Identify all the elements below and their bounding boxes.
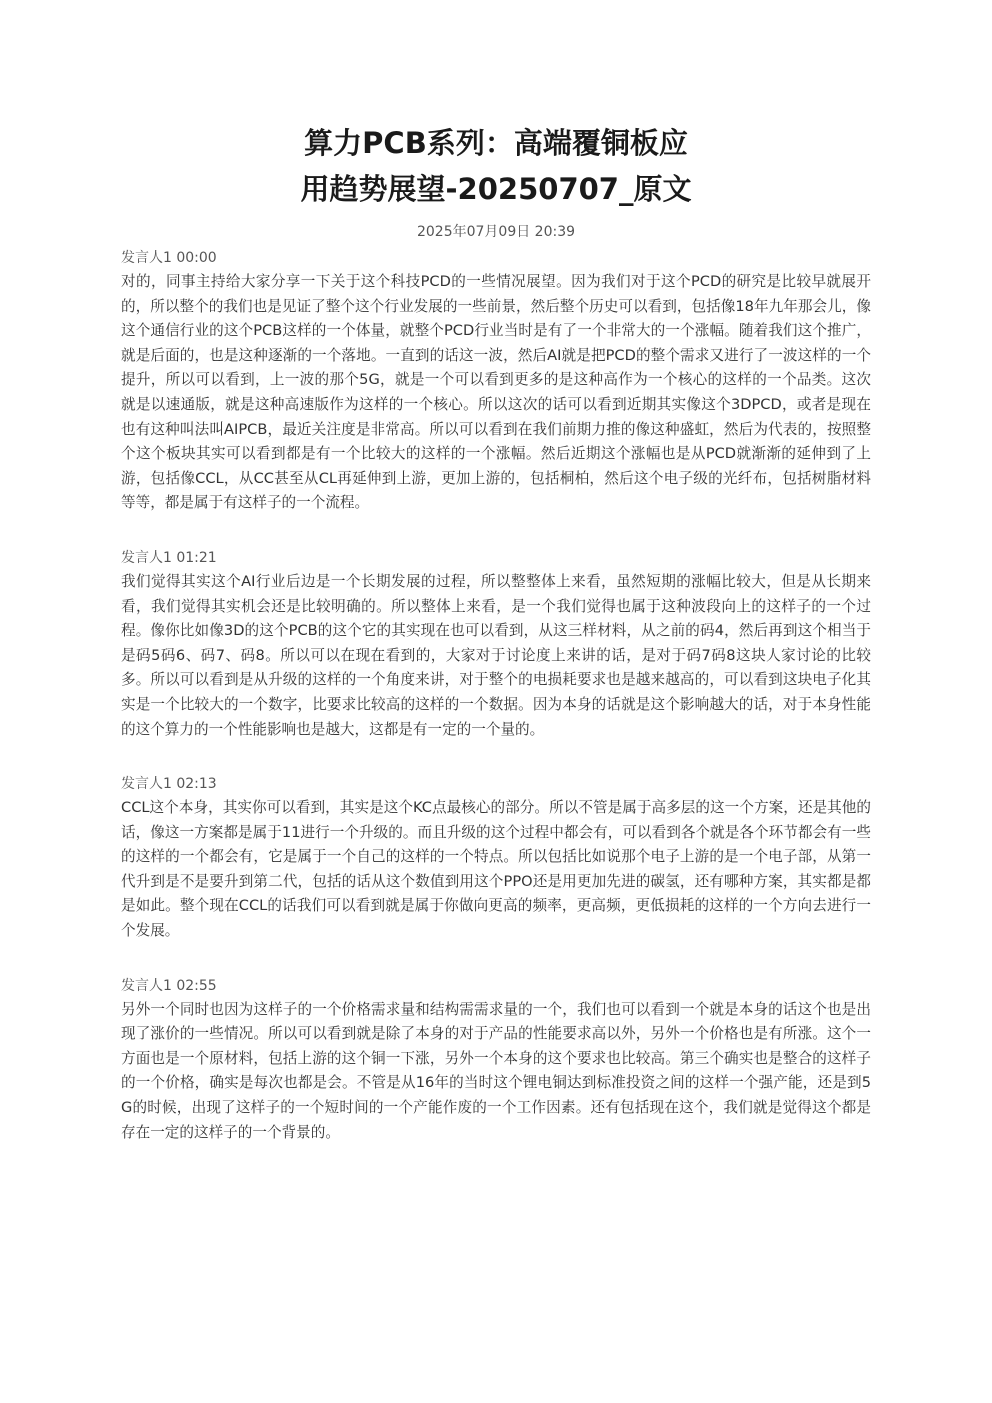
transcript-section-1 [121,246,871,516]
document-title [121,120,871,212]
transcript-paragraph: CCL这个本身，其实你可以看到，其实是这个KC点最核心的部分。所以不管是属于高多层的这一个方案，还是其他的话，像这一方案都是属于11进行一个升级的。而且升级的这个过程中都会有，可以看到各个就是各个环节都会有一些的这样的一个都会有，它是属于一个自己的这样的一个特点。所以包括比如说那个电子上游的是一个电子部，从第一代升到是不是要升到第二代，包括的话从这个数值到用这个PPO还是用更加先进的碳氢，还有哪种方案，其实都是都是如此。整个现在CCL的话我们可以看到就是属于你做向更高的频率，更高频，更低损耗的这样的一个方向去进行一个发展。 [121,799,871,940]
transcript-paragraph: 我们觉得其实这个AI行业后边是一个长期发展的过程，所以整整体上来看，虽然短期的涨幅比较大，但是从长期来看，我们觉得其实机会还是比较明确的。所以整体上来看，是一个我们觉得也属于这种波段向上的这样子的一个过程。像你比如像3D的这个PCB的这个它的其实现在也可以看到，从这三样材料，从之前的码4，然后再到这个相当于是码5码6、码7、码8。所以可以在现在看到的，大家对于讨论度上来讲的话，是对于码7码8这块人家讨论的比较多。所以可以看到是从升级的这样的一个角度来讲，对于整个的电损耗要求也是越来越高的，可以看到这块电子化其实是一个比较大的一个数字，比要求比较高的这样的一个数据。因为本身的话就是这个影响越大的话，对于本身性能的这个算力的一个性能影响也是越大，这都是有一定的一个量的。 [121,572,871,738]
transcript-section-2 [121,546,871,742]
speaker-timestamp: 发言人1 01:21 [121,549,217,566]
document-date: 2025年07月09日 20:39 [416,224,576,240]
speaker-timestamp: 发言人1 00:00 [121,250,217,266]
transcript-paragraph: 另外一个同时也因为这样子的一个价格需求量和结构需需求量的一个，我们也可以看到一个就是本身的话这个也是出现了涨价的一些情况。所以可以看到就是除了本身的对于产品的性能要求高以外，另外一个价格也是有所涨。这个一方面也是一个原材料，包括上游的这个铜一下涨，另外一个本身的这个要求也比较高。第三个确实也是整合的这样子的一个价格，确实是每次也都是会。不管是从16年的当时这个锂电铜达到标准投资之间的这样一个强产能，还是到5G的时候，出现了这样子的一个短时间的一个产能作废的一个工作因素。还有包括现在这个，我们就是觉得这个都是存在一定的这样子的一个背景的。 [121,1000,871,1141]
transcript-section-3 [121,772,871,944]
transcript-section-4 [121,974,871,1146]
speaker-timestamp: 发言人1 02:13 [121,776,217,793]
title-line-2: 用趋势展望-20250707_原文 [300,172,692,206]
transcript-paragraph: 对的，同事主持给大家分享一下关于这个科技PCD的一些情况展望。因为我们对于这个PCD的研究是比较早就展开的，所以整个的我们也是见证了整个这个行业发展的一些前景，然后整个历史可以看到，包括像18年九年那会儿，像这个通信行业的这个PCB这样的一个体量，就整个PCD行业当时是有了一个非常大的一个涨幅。随着我们这个推广，就是后面的，也是这种逐渐的一个落地。一直到的话这一波，然后AI就是把PCD的整个需求又进行了一波这样的一个提升，所以可以看到，上一波的那个5G，就是一个可以看到更多的是这种高作为一个核心的这样的一个品类。这次就是以速通版，就是这种高速版作为这样的一个核心。所以这次的话可以看到近期其实像这个3DPCD，或者是现在也有这种叫法叫AIPCB，最近关注度是非常高。所以可以看到在我们前期力推的像这种盛虹，然后为代表的，按照整个这个板块其实可以看到都是有一个比较大的这样的一个涨幅。然后近期这个涨幅也是从PCD就渐渐的延伸到了上游，包括像CCL，从CC甚至从CL再延伸到上游，更加上游的，包括桐柏，然后这个电子级的光纤布，包括树脂材料等等，都是属于有这样子的一个流程。 [121,273,871,512]
speaker-timestamp: 发言人1 02:55 [121,977,217,994]
title-line-1: 算力PCB系列：高端覆铜板应 [304,126,688,160]
